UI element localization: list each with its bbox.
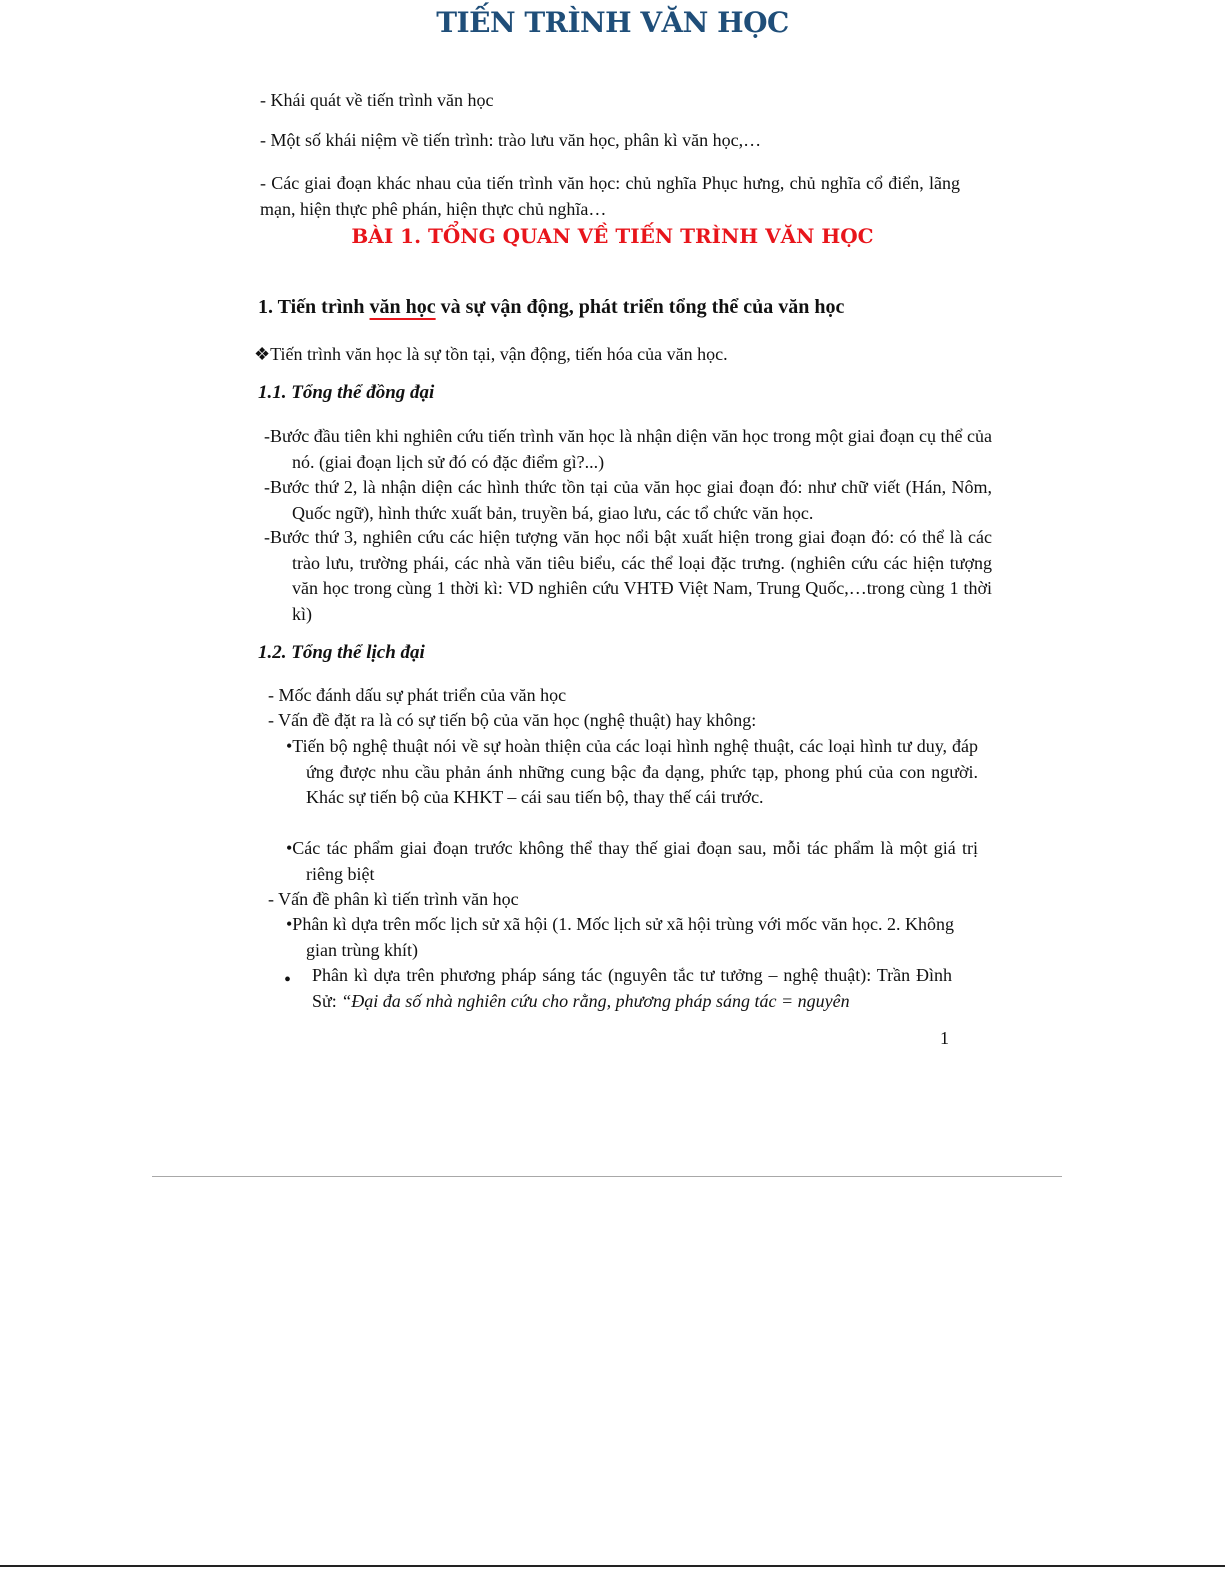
section-1-heading-underlined: văn học <box>369 296 436 318</box>
intro-line-3: - Các giai đoạn khác nhau của tiến trình văn học: chủ nghĩa Phục hưng, chủ nghĩa cổ điển, lãng mạn, hiện thực phê phán, hiện thực chủ nghĩa… <box>260 173 960 219</box>
bullet-creative-method-text: Phân kì dựa trên phương pháp sáng tác (nguyên tắc tư tưởng – nghệ thuật): Trần Đình Sử: <box>312 965 952 1011</box>
lesson-title: BÀI 1. TỔNG QUAN VỀ TIẾN TRÌNH VĂN HỌC <box>351 224 874 248</box>
item-progress-question: - Vấn đề đặt ra là có sự tiến bộ của văn học (nghệ thuật) hay không: <box>268 710 757 730</box>
bullet-art-progress: •Tiến bộ nghệ thuật nói về sự hoàn thiện của các loại hình nghệ thuật, các loại hình tư duy, đáp ứng được nhu cầu phản ánh những cung bậc đa dạng, phức tạp, phong phú của con người. Khác sự tiến bộ của KHKT – cái sau tiến bộ, thay thế cái trước. <box>286 736 978 807</box>
section-1-heading <box>258 296 844 319</box>
intro-line-2: - Một số khái niệm về tiến trình: trào lưu văn học, phân kì văn học,… <box>260 130 762 150</box>
step-3: -Bước thứ 3, nghiên cứu các hiện tượng văn học nổi bật xuất hiện trong giai đoạn đó: có thể là các trào lưu, trường phái, các nhà văn tiêu biểu, các thể loại đặc trưng. (nghiên cứu các hiện tượng văn học trong cùng 1 thời kì: VD nghiên cứu VHTĐ Việt Nam, Trung Quốc,…trong cùng 1 thời kì) <box>264 527 992 624</box>
section-1-2-heading: 1.2. Tổng thể lịch đại <box>258 642 425 663</box>
section-1-definition: ❖Tiến trình văn học là sự tồn tại, vận động, tiến hóa của văn học. <box>254 344 728 364</box>
page-number: 1 <box>940 1028 949 1048</box>
section-1-heading-part-1: 1. Tiến trình <box>258 296 370 318</box>
page-title: TIẾN TRÌNH VĂN HỌC <box>436 6 789 39</box>
step-1: -Bước đầu tiên khi nghiên cứu tiến trình văn học là nhận diện văn học trong một giai đoạn cụ thể của nó. (giai đoạn lịch sử đó có đặc điểm gì?...) <box>264 426 992 472</box>
page-separator <box>152 1176 1062 1177</box>
item-periodization: - Vấn đề phân kì tiến trình văn học <box>268 889 519 909</box>
bottom-border <box>0 1565 1225 1567</box>
section-1-1-heading: 1.1. Tổng thể đồng đại <box>258 382 435 403</box>
bullet-works-value: •Các tác phẩm giai đoạn trước không thể thay thế giai đoạn sau, mỗi tác phẩm là một giá trị riêng biệt <box>286 838 978 884</box>
step-2: -Bước thứ 2, là nhận diện các hình thức tồn tại của văn học giai đoạn đó: như chữ viết (Hán, Nôm, Quốc ngữ), hình thức xuất bản, truyền bá, giao lưu, các tổ chức văn học. <box>264 477 992 523</box>
bullet-social-history: •Phân kì dựa trên mốc lịch sử xã hội (1. Mốc lịch sử xã hội trùng với mốc văn học. 2. Không gian trùng khít) <box>286 914 954 960</box>
item-milestones: - Mốc đánh dấu sự phát triển của văn học <box>268 685 567 705</box>
section-1-heading-part-2: và sự vận động, phát triển tổng thể của văn học <box>435 296 845 318</box>
bullet-creative-method-quote: “Đại đa số nhà nghiên cứu cho rằng, phương pháp sáng tác = nguyên <box>341 990 850 1011</box>
intro-line-1: - Khái quát về tiến trình văn học <box>260 90 494 110</box>
bullet-method-marker: • <box>284 969 292 991</box>
bullet-creative-method <box>312 963 952 1014</box>
